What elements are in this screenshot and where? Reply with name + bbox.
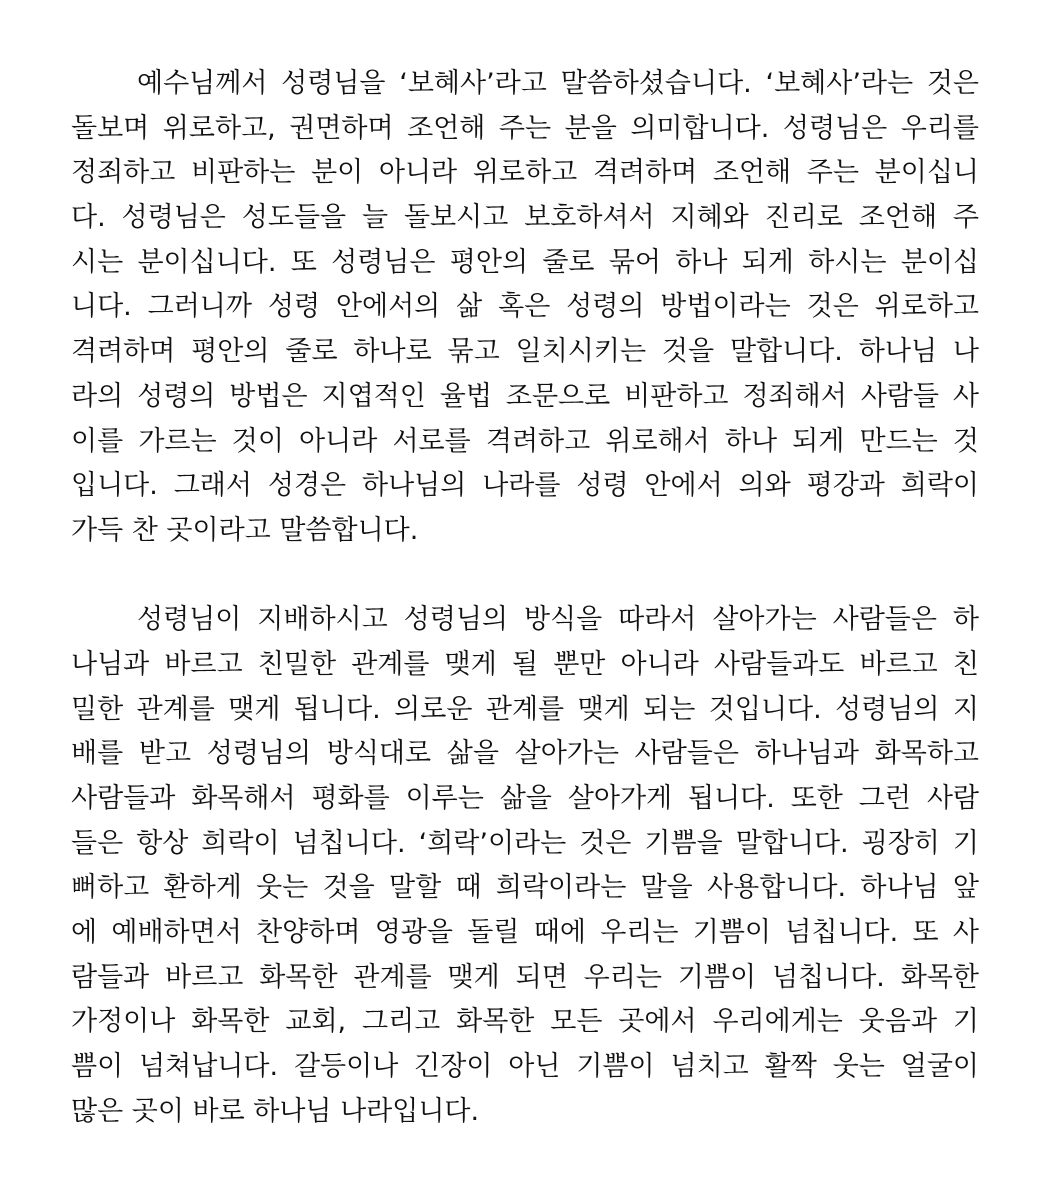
text-line: 가득 찬 곳이라고 말씀합니다. bbox=[71, 514, 419, 546]
text-line: 들은 항상 희락이 넘칩니다. ‘희락’이라는 것은 기쁨을 말합니다. 굉장히 기 bbox=[71, 827, 979, 859]
text-line: 많은 곳이 바로 하나님 나라입니다. bbox=[71, 1095, 480, 1127]
text-line: 뻐하고 환하게 웃는 것을 말할 때 희락이라는 말을 사용합니다. 하나님 앞 bbox=[71, 872, 979, 904]
document-page bbox=[71, 62, 979, 1135]
text-line: 니다. 그러니까 성령 안에서의 삶 혹은 성령의 방법이라는 것은 위로하고 bbox=[71, 291, 979, 323]
text-line: 이를 가르는 것이 아니라 서로를 격려하고 위로해서 하나 되게 만드는 것 bbox=[71, 425, 979, 457]
text-line: 예수님께서 성령님을 ‘보혜사’라고 말씀하셨습니다. ‘보혜사’라는 것은 bbox=[137, 68, 979, 99]
text-line: 밀한 관계를 맺게 됩니다. 의로운 관계를 맺게 되는 것입니다. 성령님의 지 bbox=[71, 693, 979, 725]
text-line: 쁨이 넘쳐납니다. 갈등이나 긴장이 아닌 기쁨이 넘치고 활짝 웃는 얼굴이 bbox=[71, 1051, 979, 1083]
text-line: 격려하며 평안의 줄로 하나로 묶고 일치시키는 것을 말합니다. 하나님 나 bbox=[71, 336, 979, 368]
text-line: 에 예배하면서 찬양하며 영광을 돌릴 때에 우리는 기쁨이 넘칩니다. 또 사 bbox=[71, 917, 979, 949]
text-line: 나님과 바르고 친밀한 관계를 맺게 될 뿐만 아니라 사람들과도 바르고 친 bbox=[71, 648, 979, 680]
text-line: 람들과 바르고 화목한 관계를 맺게 되면 우리는 기쁨이 넘칩니다. 화목한 bbox=[71, 961, 979, 993]
text-line: 입니다. 그래서 성경은 하나님의 나라를 성령 안에서 의와 평강과 희락이 bbox=[71, 470, 979, 502]
text-line: 사람들과 화목해서 평화를 이루는 삶을 살아가게 됩니다. 또한 그런 사람 bbox=[71, 783, 979, 814]
text-line: 돌보며 위로하고, 권면하며 조언해 주는 분을 의미합니다. 성령님은 우리를 bbox=[71, 112, 979, 144]
text-line: 라의 성령의 방법은 지엽적인 율법 조문으로 비판하고 정죄해서 사람들 사 bbox=[71, 380, 979, 412]
text-line: 배를 받고 성령님의 방식대로 삶을 살아가는 사람들은 하나님과 화목하고 bbox=[71, 738, 979, 770]
paragraph-2 bbox=[71, 598, 979, 1134]
text-line: 가정이나 화목한 교회, 그리고 화목한 모든 곳에서 우리에게는 웃음과 기 bbox=[71, 1006, 979, 1038]
paragraph-1 bbox=[71, 62, 979, 554]
text-line: 성령님이 지배하시고 성령님의 방식을 따라서 살아가는 사람들은 하 bbox=[137, 604, 979, 636]
text-line: 시는 분이십니다. 또 성령님은 평안의 줄로 묶어 하나 되게 하시는 분이십 bbox=[71, 246, 979, 278]
text-line: 정죄하고 비판하는 분이 아니라 위로하고 격려하며 조언해 주는 분이십니 bbox=[71, 157, 979, 189]
text-line: 다. 성령님은 성도들을 늘 돌보시고 보호하셔서 지혜와 진리로 조언해 주 bbox=[71, 202, 979, 234]
